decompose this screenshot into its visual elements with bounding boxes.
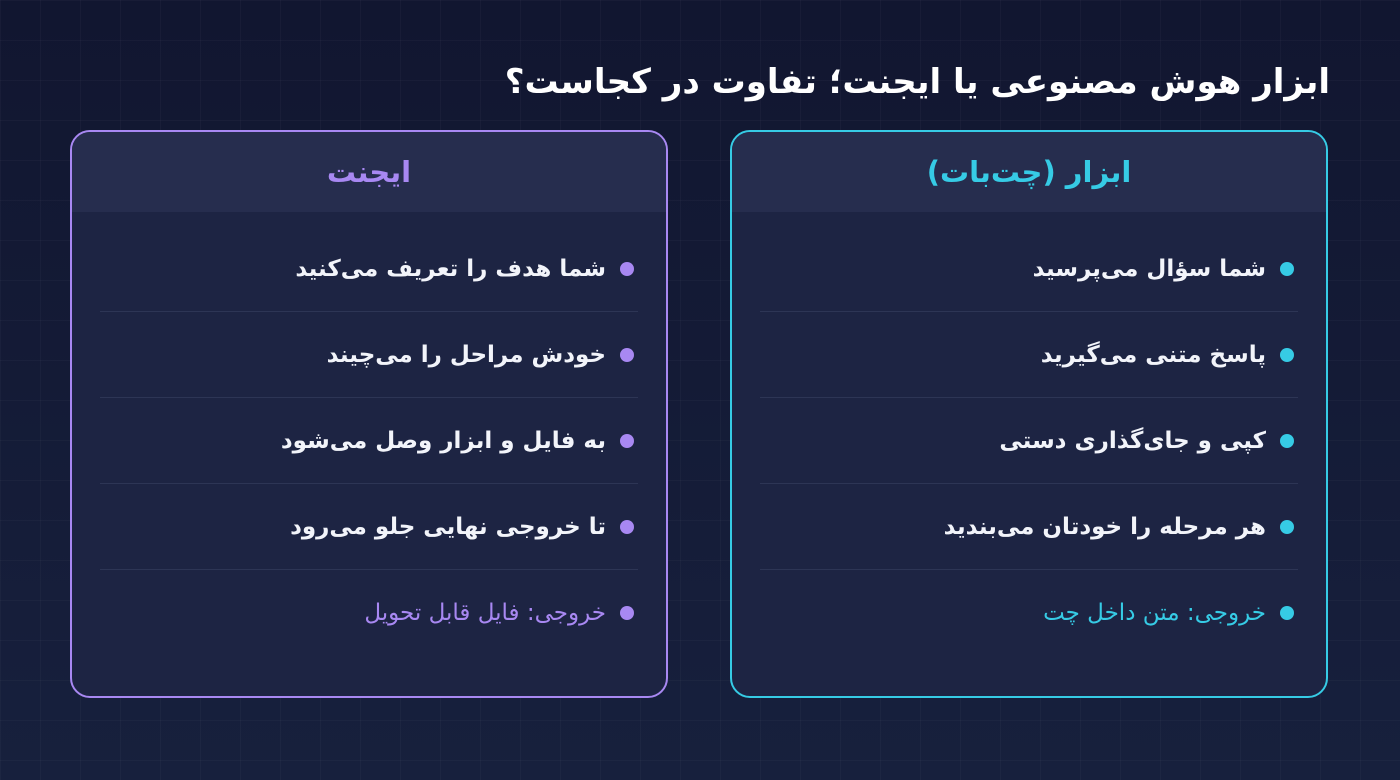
list-item-text: شما سؤال می‌پرسید	[1032, 255, 1266, 282]
agent-card	[70, 130, 668, 698]
list-item	[100, 398, 638, 484]
list-item	[760, 398, 1298, 484]
list-item-text: پاسخ متنی می‌گیرید	[1040, 341, 1266, 368]
output-text: خروجی: فایل قابل تحویل	[364, 599, 606, 626]
list-item	[100, 484, 638, 570]
list-item-text: تا خروجی نهایی جلو می‌رود	[290, 513, 606, 540]
agent-feature-list	[72, 226, 666, 655]
output-text: خروجی: متن داخل چت	[1043, 599, 1266, 626]
list-item-text: شما هدف را تعریف می‌کنید	[295, 255, 606, 282]
bullet-dot-icon	[1280, 606, 1294, 620]
bullet-dot-icon	[1280, 348, 1294, 362]
list-item-text: خودش مراحل را می‌چیند	[326, 341, 606, 368]
bullet-dot-icon	[1280, 262, 1294, 276]
bullet-dot-icon	[1280, 434, 1294, 448]
output-list-item	[760, 570, 1298, 655]
list-item-text: به فایل و ابزار وصل می‌شود	[280, 427, 606, 454]
bullet-dot-icon	[620, 434, 634, 448]
tool-card-title: ابزار (چت‌بات)	[926, 155, 1132, 189]
list-item-text: هر مرحله را خودتان می‌بندید	[943, 513, 1266, 540]
bullet-dot-icon	[620, 606, 634, 620]
bullet-dot-icon	[620, 348, 634, 362]
list-item	[760, 484, 1298, 570]
list-item	[100, 312, 638, 398]
list-item-text: کپی و جای‌گذاری دستی	[999, 427, 1266, 454]
bullet-dot-icon	[620, 262, 634, 276]
bullet-dot-icon	[1280, 520, 1294, 534]
output-list-item	[100, 570, 638, 655]
list-item	[760, 226, 1298, 312]
page-title: ابزار هوش مصنوعی یا ایجنت؛ تفاوت در کجاست؟	[504, 62, 1330, 102]
bullet-dot-icon	[620, 520, 634, 534]
agent-card-header	[72, 132, 666, 212]
tool-feature-list	[732, 226, 1326, 655]
list-item	[100, 226, 638, 312]
agent-card-title: ایجنت	[326, 155, 412, 189]
tool-chatbot-card	[730, 130, 1328, 698]
tool-card-header	[732, 132, 1326, 212]
list-item	[760, 312, 1298, 398]
